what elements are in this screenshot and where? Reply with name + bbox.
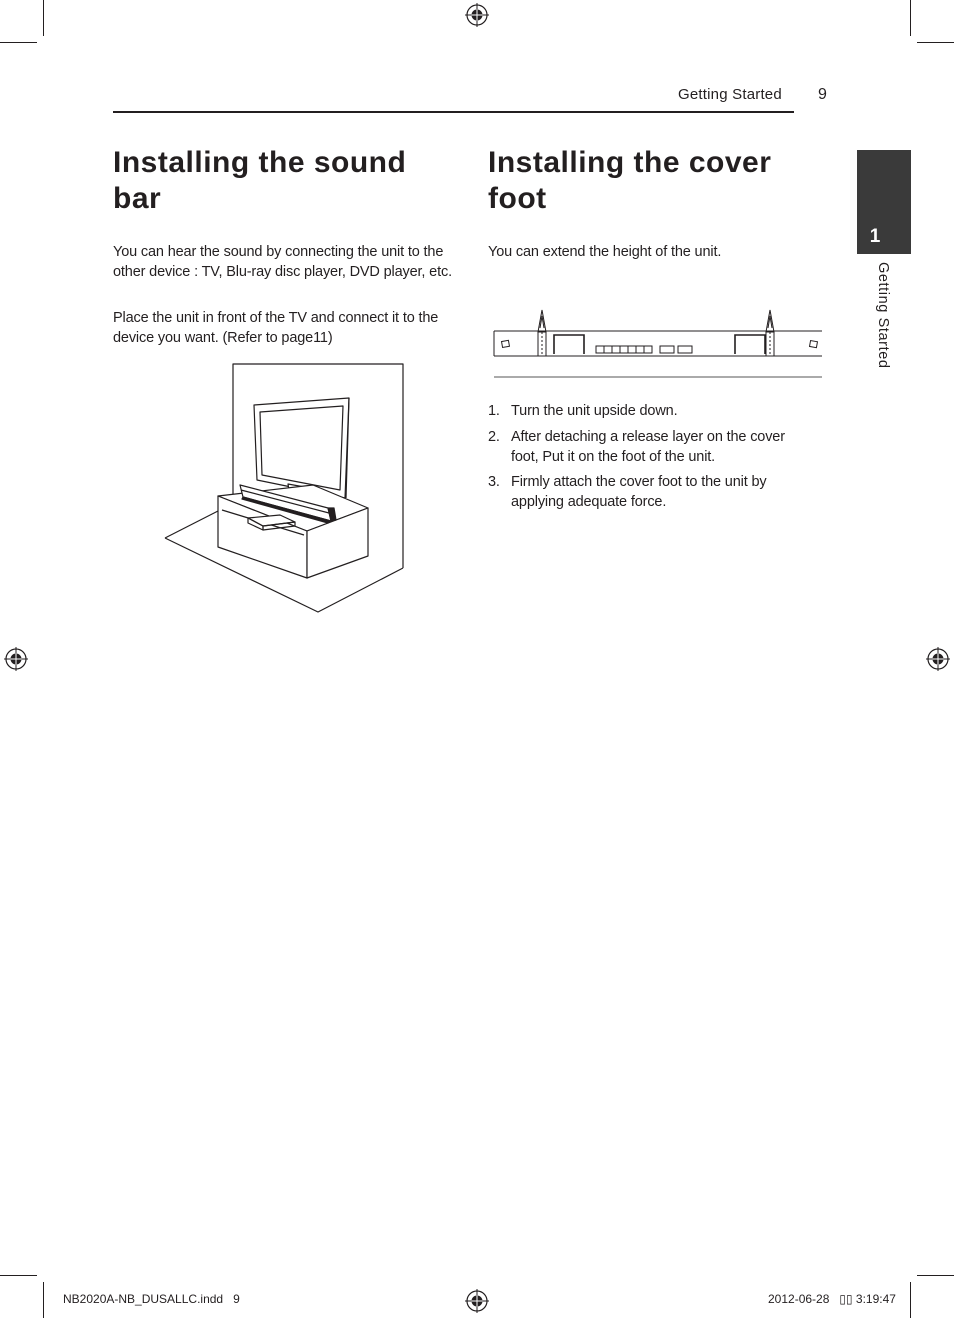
tv-soundbar-illustration [160,360,410,616]
crop-mark [43,0,44,36]
footer-timestamp: 2012-06-28 ▯▯ 3:19:47 [768,1292,896,1306]
step-item [488,472,818,512]
crop-mark [917,42,954,43]
chapter-number: 1 [869,226,881,247]
crop-mark [0,42,37,43]
registration-mark-icon [926,647,950,671]
crop-mark [910,1282,911,1318]
step-item [488,427,818,467]
crop-mark [910,0,911,36]
section-title-sound-bar: Installing the sound bar [113,146,407,215]
section-title-cover-foot: Installing the cover foot [488,146,772,215]
step-text: Turn the unit upside down. [511,403,678,419]
chapter-tab [857,150,911,254]
paragraph: You can hear the sound by connecting the unit to the other device : TV, Blu-ray disc player, DVD player, etc. [113,244,452,280]
registration-mark-icon [465,3,489,27]
registration-mark-icon [4,647,28,671]
step-item [488,401,818,421]
cover-foot-illustration [492,302,826,382]
step-number: 3. [488,474,500,490]
page-number: 9 [818,86,827,103]
registration-mark-icon [465,1289,489,1313]
crop-mark [43,1282,44,1318]
footer-file-name: NB2020A-NB_DUSALLC.indd 9 [63,1292,240,1306]
paragraph: Place the unit in front of the TV and connect it to the device you want. (Refer to page11) [113,310,439,346]
chapter-tab-label: Getting Started [875,262,891,369]
header-rule [113,111,794,113]
crop-mark [0,1275,37,1276]
crop-mark [917,1275,954,1276]
running-header-section: Getting Started [678,86,782,103]
step-text: After detaching a release layer on the cover foot, Put it on the foot of the unit. [511,429,785,465]
step-number: 2. [488,429,500,445]
step-number: 1. [488,403,500,419]
paragraph: You can extend the height of the unit. [488,244,722,260]
step-text: Firmly attach the cover foot to the unit by applying adequate force. [511,474,767,510]
